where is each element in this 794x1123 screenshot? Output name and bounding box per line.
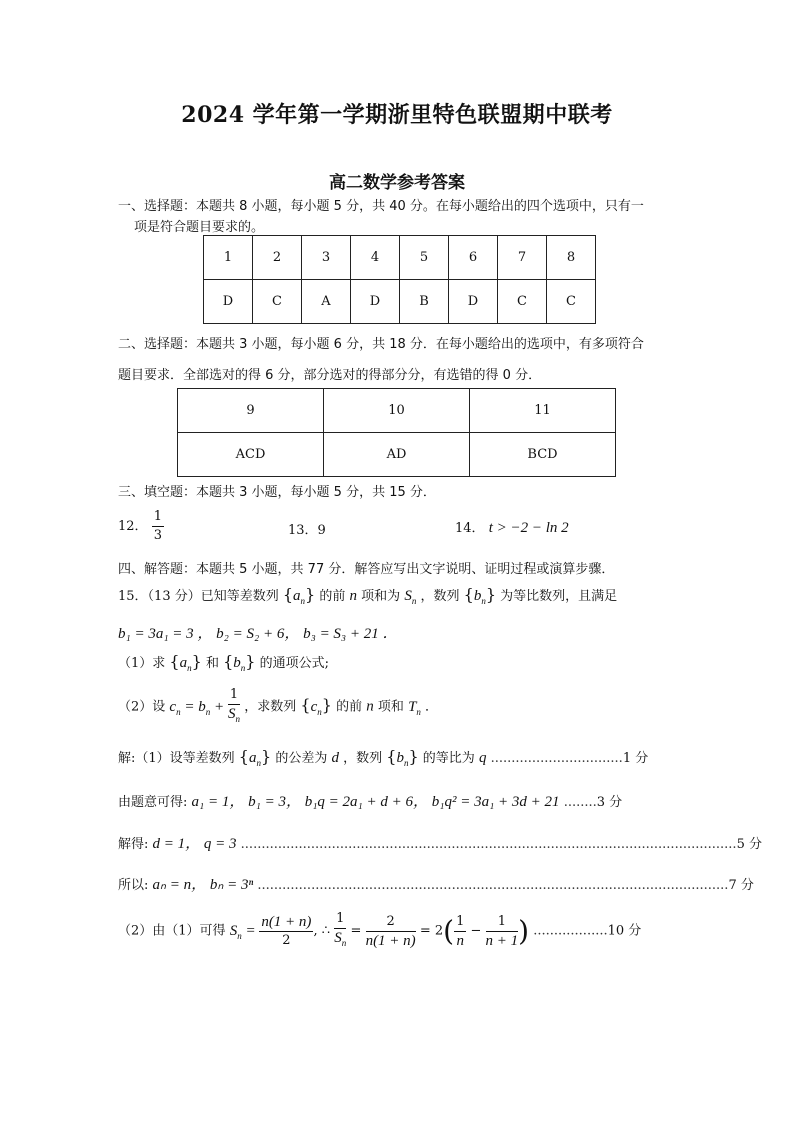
- table-row: [204, 280, 596, 324]
- text: 项和为: [361, 589, 401, 604]
- table-cell: C: [498, 280, 547, 324]
- fraction: $\frac{1}{n}$: [456, 913, 465, 949]
- text: 解:（1）设等差数列: [118, 751, 235, 766]
- table-cell: 9: [178, 389, 324, 433]
- page-subtitle: 高二数学参考答案: [329, 173, 465, 193]
- section1-heading: 一、选择题：本题共 8 小题，每小题 5 分，共 40 分。在每小题给出的四个选项中，只有一: [118, 199, 644, 214]
- leader-dots: ........................................................................................................................: [240, 837, 737, 852]
- table-cell: 3: [302, 236, 351, 280]
- q14-expression: t > −2 − ln 2: [488, 520, 569, 536]
- table-row: [178, 389, 616, 433]
- section2-heading: 二、选择题：本题共 3 小题，每小题 6 分，共 18 分．在每小题给出的选项中，有多项符合: [118, 337, 644, 352]
- score: 3 分: [596, 795, 623, 810]
- text: 的公差为: [275, 751, 328, 766]
- score: 1 分: [622, 751, 649, 766]
- q12-answer: [118, 508, 164, 545]
- text: 所以:: [118, 878, 149, 893]
- table-cell: D: [351, 280, 400, 324]
- numerator: 1: [152, 508, 164, 527]
- q15-part2: （2）设 $c_n = b_n$ + $\frac{1}{S_n}$ ，求数列 $\{c_n\}$ 的前 n 项和 $T_n$ ．: [118, 686, 438, 728]
- q14-label: 14．: [455, 521, 485, 536]
- q15-part1: （1）求 $\{a_n\}$ 和 $\{b_n\}$ 的通项公式;: [118, 652, 329, 673]
- fraction: $\frac{2}{n(1 + n)}$: [365, 913, 416, 949]
- text: （2）设: [118, 699, 166, 715]
- text: ，数列: [420, 589, 460, 604]
- q13-answer: 13．9: [288, 523, 326, 538]
- section2-answer-table: [177, 388, 616, 477]
- text: 为等比数列，且满足: [500, 589, 618, 604]
- text: 解得:: [118, 837, 149, 852]
- table-cell: C: [547, 280, 596, 324]
- table-cell: AD: [324, 433, 470, 477]
- table-cell: ACD: [178, 433, 324, 477]
- leader-dots: ................................: [490, 751, 623, 766]
- denominator: 3: [153, 528, 162, 543]
- text: 和: [205, 656, 219, 671]
- fraction: $\frac{1}{S_n}$: [227, 687, 240, 724]
- fraction: $\frac{n(1 + n)}{2}$: [261, 913, 312, 948]
- table-cell: 10: [324, 389, 470, 433]
- fraction: $\frac{1}{n + 1}$: [485, 913, 519, 949]
- table-cell: 6: [449, 236, 498, 280]
- math-expression: d = 1， q = 3: [152, 836, 237, 852]
- text: 15．（13 分）已知等差数列: [118, 589, 279, 604]
- table-cell: D: [204, 280, 253, 324]
- solution-line-4: [118, 873, 754, 894]
- table-cell: 5: [400, 236, 449, 280]
- text: 的通项公式;: [259, 656, 329, 671]
- leader-dots: ........: [563, 795, 597, 810]
- leader-dots: ..................................................................................................................: [257, 878, 729, 893]
- q12-label: 12．: [118, 519, 148, 534]
- table-cell: B: [400, 280, 449, 324]
- fraction: [152, 508, 164, 545]
- text: 的前: [319, 589, 346, 604]
- table-cell: 11: [470, 389, 616, 433]
- solution-line-2: [118, 790, 622, 811]
- fraction: $\frac{1}{S_n}$: [334, 911, 347, 948]
- table-cell: 4: [351, 236, 400, 280]
- text: ．: [425, 699, 439, 715]
- q15-stem: 15．（13 分）已知等差数列 $\{a_n\}$ 的前 n 项和为 $S_n$ ，数列 $\{b_n\}$ 为等比数列，且满足: [118, 585, 618, 606]
- table-cell: C: [253, 280, 302, 324]
- q15-condition: b₁ = 3a₁ = 3 ， b₂ = S₂ + 6， b₃ = S₃ + 21 ．: [118, 626, 398, 642]
- math-expression: aₙ = n， bₙ = 3ⁿ: [152, 877, 254, 893]
- table-cell: 1: [204, 236, 253, 280]
- score: 10 分: [607, 923, 642, 939]
- solution-line-3: [118, 832, 762, 853]
- solution-line-5: （2）由（1）可得 $S_n$ = $\frac{n(1 + n)}{2}$ , ∴ $\frac{1}{S_n}$ = $\frac{2}{n(1 + n)}$ = 2( $\frac{1}{n}$ − $\frac{1}{n + 1}$ ) ..................10 分: [118, 910, 641, 952]
- section2-heading-cont: 题目要求．全部选对的得 6 分，部分选对的得部分分，有选错的得 0 分．: [118, 368, 542, 383]
- page-title: 2024 学年第一学期浙里特色联盟期中联考: [181, 102, 613, 128]
- section3-heading: 三、填空题：本题共 3 小题，每小题 5 分，共 15 分．: [118, 485, 436, 500]
- solution-line-1: 解:（1）设等差数列 $\{a_n\}$ 的公差为 d ，数列 $\{b_n\}$ 的等比为 q ................................1 分: [118, 747, 649, 768]
- text: ，数列: [343, 751, 383, 766]
- score: 7 分: [728, 878, 754, 893]
- section1-answer-table: [203, 235, 596, 324]
- q14-answer: [455, 517, 569, 537]
- table-cell: A: [302, 280, 351, 324]
- leader-dots: ..................: [533, 923, 608, 939]
- text: （1）求: [118, 656, 166, 671]
- section1-heading-cont: 项是符合题目要求的。: [134, 220, 265, 235]
- text: 的前: [336, 699, 363, 715]
- table-cell: 7: [498, 236, 547, 280]
- text: （2）由（1）可得: [118, 923, 226, 939]
- table-row: [204, 236, 596, 280]
- score: 5 分: [736, 837, 762, 852]
- table-cell: 2: [253, 236, 302, 280]
- table-cell: 8: [547, 236, 596, 280]
- text: ，求数列: [244, 699, 297, 715]
- text: 由题意可得:: [118, 795, 188, 810]
- text: 项和: [377, 699, 404, 715]
- table-row: [178, 433, 616, 477]
- section4-heading: 四、解答题：本题共 5 小题，共 77 分．解答应写出文字说明、证明过程或演算步骤．: [118, 562, 615, 577]
- math-expression: a₁ = 1， b₁ = 3， b₁q = 2a₁ + d + 6， b₁q² = 3a₁ + 3d + 21: [191, 794, 560, 810]
- text: 的等比为: [422, 751, 475, 766]
- table-cell: BCD: [470, 433, 616, 477]
- table-cell: D: [449, 280, 498, 324]
